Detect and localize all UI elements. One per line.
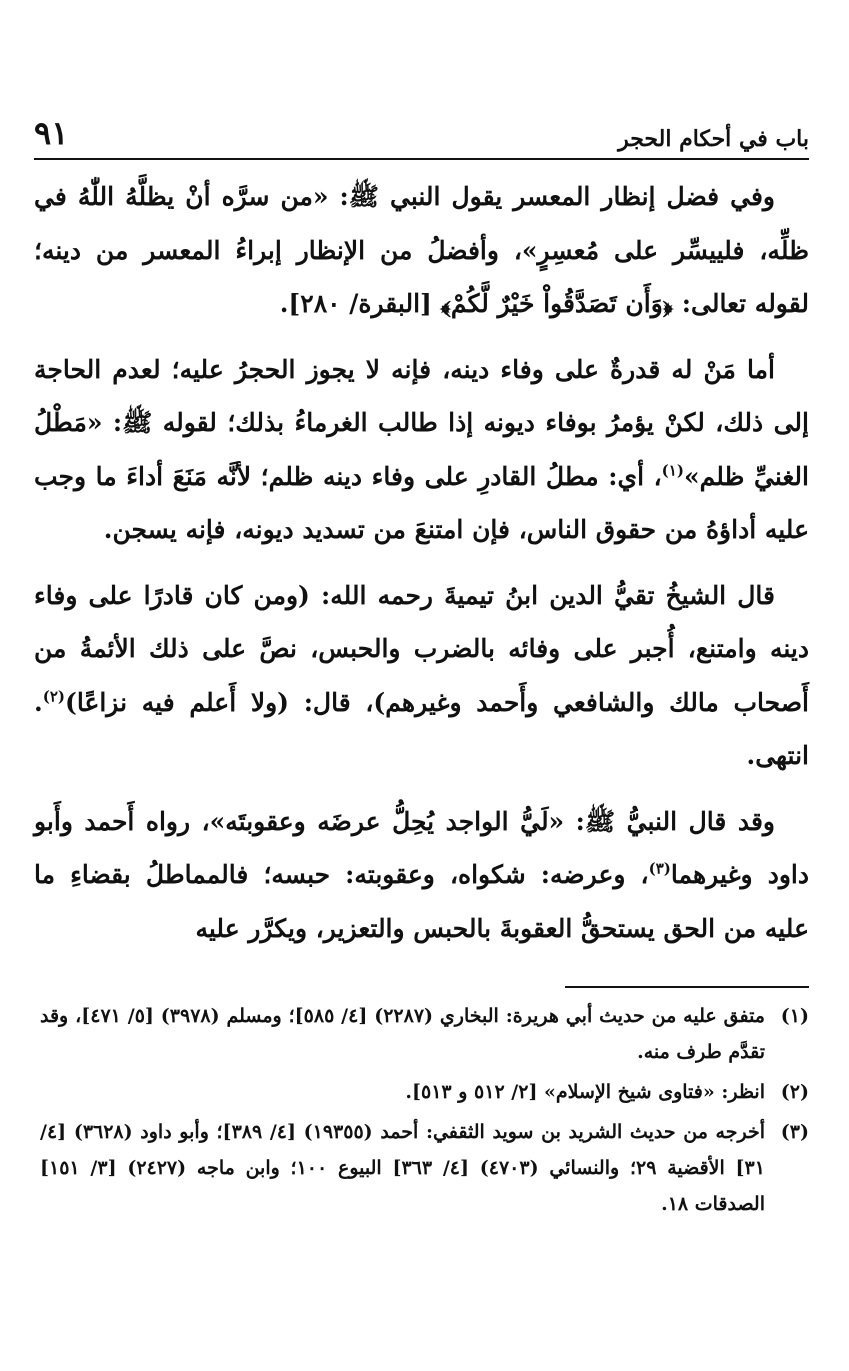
footnote-number: (٢) <box>780 1081 809 1103</box>
paragraph-text: ، أي: مطلُ القادرِ على وفاء دينه ظلم؛ لأنَّه مَنَعَ أداءَ ما وجب عليه أداؤهُ من حقوق الناس، فإن امتنعَ من تسديد ديونه، فإنه يسجن. <box>34 461 809 544</box>
footnote-1 <box>40 998 809 1070</box>
footnote-number: (٣) <box>780 1121 809 1143</box>
paragraph-hadith-delay <box>34 795 809 956</box>
footnote-text: متفق عليه من حديث أبي هريرة: البخاري (٢٢٨٧) [٤/ ٥٨٥]؛ ومسلم (٣٩٧٨) [٥/ ٤٧١]، وقد تقدَّم طرف منه. <box>40 1005 765 1063</box>
paragraph-text: وقد قال النبيُّ ﷺ: «لَيُّ الواجد يُحِلُّ عرضَه وعقوبتَه»، رواه أَحمد وأَبو داود وغيرهما <box>34 806 809 889</box>
footnote-number: (١) <box>780 1005 809 1027</box>
paragraph-text: ، وعرضه: شكواه، وعقوبته: حبسه؛ فالمماطلُ بقضاءِ ما عليه من الحق يستحقُّ العقوبةَ بالحبس والتعزير، ويكرَّر عليه <box>34 860 809 943</box>
paragraph-able-debtor <box>34 343 809 557</box>
running-head <box>34 112 809 160</box>
page-number: ٩١ <box>34 114 69 152</box>
footnote-3 <box>40 1114 809 1222</box>
paragraph-text: وفي فضل إنظار المعسر يقول النبي ﷺ: «من سرَّه أنْ يظلَّهُ اللّٰهُ في ظلِّه، فلييسِّر على مُعسِرٍ»، وأفضلُ من الإنظار إبراءُ المعسر من دينه؛ لقوله تعالى: <box>34 182 809 318</box>
footnote-marker-2[interactable]: (٢) <box>42 687 65 706</box>
footnotes <box>40 998 809 1222</box>
footnote-marker-3[interactable]: (٣) <box>648 859 671 878</box>
verse-reference: [البقرة/ ٢٨٠]. <box>279 289 441 318</box>
footnote-text: أخرجه من حديث الشريد بن سويد الثقفي: أحمد (١٩٣٥٥) [٤/ ٣٨٩]؛ وأبو داود (٣٦٢٨) [٤/ ٣١] الأقضية ٢٩؛ والنسائي (٤٧٠٣) [٤/ ٣٦٣] البيوع ١٠٠؛ وابن ماجه (٢٤٢٧) [٣/ ١٥١] الصدقات ١٨. <box>40 1121 765 1215</box>
footnote-marker-1[interactable]: (١) <box>661 461 684 480</box>
paragraph-text: قال الشيخُ تقيُّ الدين ابنُ تيميةَ رحمه الله: (ومن كان قادرًا على وفاء دينه وامتنع، أُجبر على وفائه بالضرب والحبس، نصَّ على ذلك الأئمةُ من أَصحاب مالك والشافعي وأَحمد وغيرهم)، قال: (ولا أَعلم فيه نزاعًا) <box>34 580 809 717</box>
paragraph-text: . انتهى. <box>34 687 809 770</box>
paragraph-text: أما مَنْ له قدرةٌ على وفاء دينه، فإنه لا يجوز الحجرُ عليه؛ لعدم الحاجة إلى ذلك، لكنْ يؤمرُ بوفاء ديونه إذا طالب الغرماءُ بذلك؛ لقوله ﷺ: «مَطْلُ الغنيِّ ظلم» <box>34 354 809 491</box>
quran-verse: ﴿وَأَن تَصَدَّقُواْ خَيْرٌ لَّكُمْ﴾ <box>440 289 674 318</box>
paragraph-insolvent-grace <box>34 170 809 331</box>
footnote-divider <box>565 986 809 988</box>
chapter-title: باب في أحكام الحجر <box>618 126 809 152</box>
main-text <box>34 170 809 955</box>
footnote-text: انظر: «فتاوى شيخ الإسلام» [٢/ ٥١٢ و ٥١٣]. <box>405 1081 765 1103</box>
paragraph-ibn-taymiyya <box>34 569 809 783</box>
footnote-2 <box>40 1074 809 1110</box>
